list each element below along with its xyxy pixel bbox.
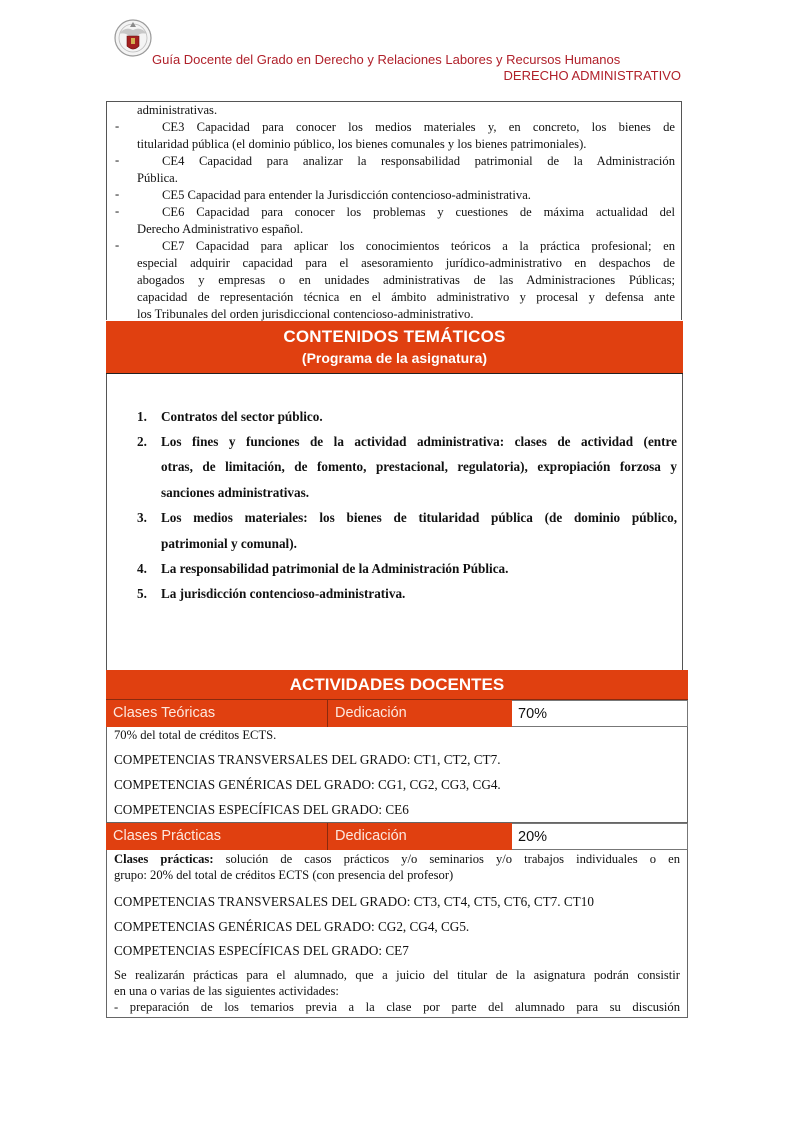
university-crest-icon <box>113 16 153 60</box>
dedicacion-value: 70% <box>512 700 688 727</box>
competencias-especificas-box <box>106 101 682 320</box>
competencia-ce7-line1: CE7 Capacidad para aplicar los conocimientos teóricos a la práctica profesional; en <box>162 239 675 253</box>
teoricas-genericas: COMPETENCIAS GENÉRICAS DEL GRADO: CG1, CG2, CG3, CG4. <box>114 777 501 792</box>
competencia-ce3-line1: CE3 Capacidad para conocer los medios materiales y, en concreto, los bienes de <box>162 120 675 134</box>
contenidos-title: CONTENIDOS TEMÁTICOS <box>283 327 506 346</box>
bullet-dash: - <box>115 204 120 218</box>
practicas-para-line1: Se realizarán prácticas para el alumnado, que a juicio del titular de la asignatura podrán consistir <box>114 968 680 982</box>
dedicacion-label: Dedicación <box>328 700 512 727</box>
programa-item-number: 2. <box>137 434 147 449</box>
practicas-para-line3: - preparación de los temarios previa a la clase por parte del alumnado para su discusión <box>114 1000 680 1014</box>
dedicacion-value: 20% <box>512 823 688 850</box>
contenidos-subtitle: (Programa de la asignatura) <box>301 350 488 366</box>
competencia-ce3-line2: titularidad pública (el dominio público, los bienes comunales y los bienes patrimoniales). <box>137 137 587 151</box>
teoricas-ects-text: 70% del total de créditos ECTS. <box>114 728 277 742</box>
practicas-genericas: COMPETENCIAS GENÉRICAS DEL GRADO: CG2, CG4, CG5. <box>114 919 470 934</box>
clases-practicas-label: Clases Prácticas <box>106 823 328 850</box>
programa-item-number: 4. <box>137 561 147 576</box>
practicas-transversales: COMPETENCIAS TRANSVERSALES DEL GRADO: CT3, CT4, CT5, CT6, CT7. CT10 <box>114 894 594 909</box>
practicas-intro-bold: Clases prácticas: <box>114 852 214 866</box>
competencia-ce7-line4: capacidad de representación técnica en el ámbito administrativo y procesal y defensa ante <box>137 290 675 304</box>
dedicacion-label: Dedicación <box>328 823 512 850</box>
programa-item-number: 1. <box>137 409 147 424</box>
teoricas-especificas: COMPETENCIAS ESPECÍFICAS DEL GRADO: CE6 <box>114 802 409 817</box>
programa-item-text: La jurisdicción contencioso-administrativa. <box>161 586 406 601</box>
programa-item-number: 3. <box>137 510 147 525</box>
practicas-especificas: COMPETENCIAS ESPECÍFICAS DEL GRADO: CE7 <box>114 943 409 958</box>
programa-item-text: La responsabilidad patrimonial de la Administración Pública. <box>161 561 509 576</box>
clases-practicas-detail <box>106 850 688 1018</box>
teoricas-transversales: COMPETENCIAS TRANSVERSALES DEL GRADO: CT1, CT2, CT7. <box>114 752 501 767</box>
competencia-ce7-line2: especial adquirir capacidad para el asesoramiento jurídico-administrativo en despachos de <box>137 256 675 270</box>
bullet-dash: - <box>115 153 120 167</box>
programa-item-text: otras, de limitación, de fomento, prestacional, regulatoria), expropiación forzosa y <box>161 459 677 474</box>
practicas-intro-line2: grupo: 20% del total de créditos ECTS (con presencia del profesor) <box>114 868 454 882</box>
programa-item-text: Los fines y funciones de la actividad administrativa: clases de actividad (entre <box>161 434 677 449</box>
actividades-docentes-banner: ACTIVIDADES DOCENTES <box>106 670 688 700</box>
practicas-para-line2: en una o varias de las siguientes actividades: <box>114 984 339 998</box>
bullet-dash: - <box>115 187 120 201</box>
competencia-ce7-line3: abogados y empresas o en unidades administrativas de las Administraciones Públicas; <box>137 273 675 287</box>
clases-teoricas-label: Clases Teóricas <box>106 700 328 727</box>
competencia-ce5-line1: CE5 Capacidad para entender la Jurisdicción contencioso-administrativa. <box>162 188 531 202</box>
document-header-title: Guía Docente del Grado en Derecho y Relaciones Labores y Recursos Humanos <box>152 52 621 67</box>
contenidos-tematicos-banner <box>106 321 683 374</box>
programa-item-text: Los medios materiales: los bienes de titularidad pública (de dominio público, <box>161 510 677 525</box>
practicas-intro-line1 <box>114 852 680 867</box>
programa-item-number: 5. <box>137 586 147 601</box>
competencia-ce7-line5: los Tribunales del orden jurisdiccional contencioso-administrativo. <box>137 307 474 321</box>
programa-box <box>106 374 683 670</box>
programa-item-text: Contratos del sector público. <box>161 409 323 424</box>
clases-teoricas-detail <box>106 727 688 823</box>
bullet-dash: - <box>115 119 120 133</box>
competencia-ce4-line1: CE4 Capacidad para analizar la responsabilidad patrimonial de la Administración <box>162 154 675 168</box>
document-subject-title: DERECHO ADMINISTRATIVO <box>503 68 681 83</box>
clases-teoricas-row <box>106 700 688 727</box>
competencia-ce6-line2: Derecho Administrativo español. <box>137 222 304 236</box>
continuation-text: administrativas. <box>137 103 218 117</box>
programa-item-text: patrimonial y comunal). <box>161 536 297 551</box>
programa-item-text: sanciones administrativas. <box>161 485 310 500</box>
competencia-ce4-line2: Pública. <box>137 171 178 185</box>
competencia-ce6-line1: CE6 Capacidad para conocer los problemas y cuestiones de máxima actualidad del <box>162 205 675 219</box>
practicas-intro-rest: solución de casos prácticos y/o seminarios y/o trabajos individuales o en <box>213 852 680 866</box>
bullet-dash: - <box>115 238 120 252</box>
clases-practicas-row <box>106 823 688 850</box>
